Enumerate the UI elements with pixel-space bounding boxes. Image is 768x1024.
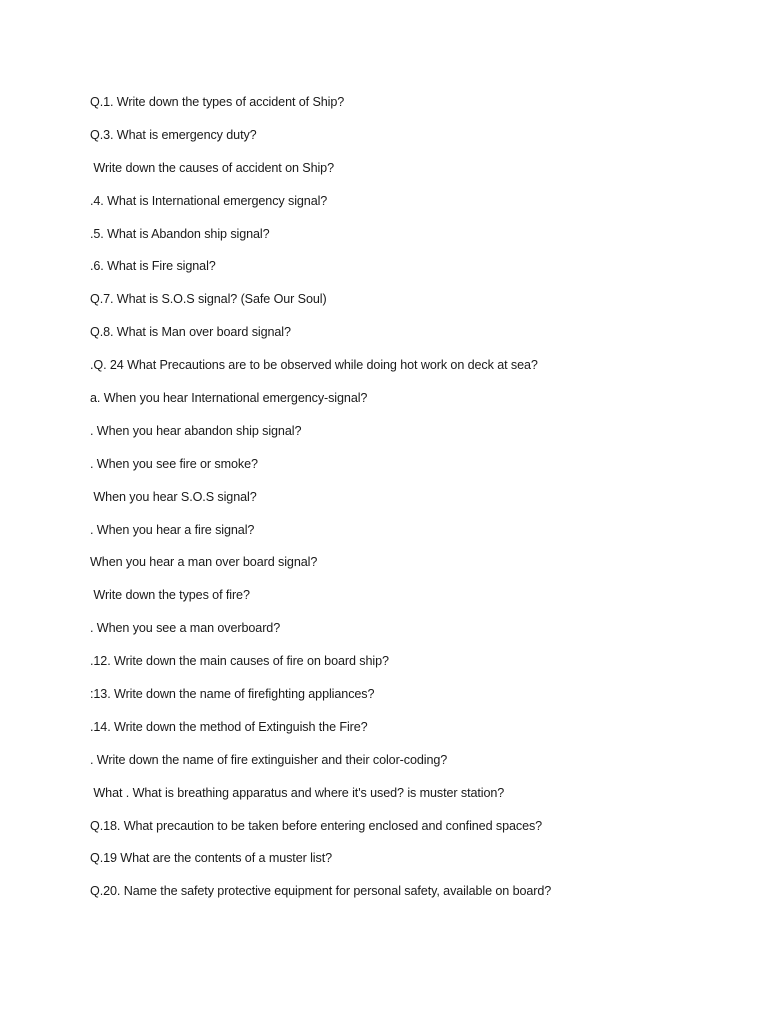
question-line: Q.20. Name the safety protective equipment for personal safety, available on board? bbox=[90, 884, 552, 899]
question-line: . When you hear abandon ship signal? bbox=[90, 423, 302, 438]
question-line: Q.1. Write down the types of accident of Ship? bbox=[90, 95, 345, 109]
question-line: .6. What is Fire signal? bbox=[90, 259, 216, 274]
question-line: Q.19 What are the contents of a muster list? bbox=[90, 851, 332, 866]
question-line: .5. What is Abandon ship signal? bbox=[90, 226, 270, 241]
question-list bbox=[90, 93, 730, 915]
question-line: . When you hear a fire signal? bbox=[90, 522, 255, 537]
question-line: . When you see a man overboard? bbox=[90, 621, 281, 636]
question-line: .4. What is International emergency signal? bbox=[90, 193, 328, 208]
question-line: a. When you hear International emergency-signal? bbox=[90, 391, 368, 406]
question-line: Write down the types of fire? bbox=[90, 588, 250, 603]
question-line: Q.8. What is Man over board signal? bbox=[90, 325, 291, 340]
question-line: What . What is breathing apparatus and where it's used? is muster station? bbox=[90, 785, 505, 800]
question-line: .12. Write down the main causes of fire on board ship? bbox=[90, 654, 389, 669]
question-line: :13. Write down the name of firefighting appliances? bbox=[90, 687, 375, 702]
question-line: . Write down the name of fire extinguisher and their color-coding? bbox=[90, 752, 448, 767]
question-line: Q.3. What is emergency duty? bbox=[90, 127, 257, 142]
question-line: Q.18. What precaution to be taken before entering enclosed and confined spaces? bbox=[90, 818, 543, 833]
question-line: When you hear a man over board signal? bbox=[90, 555, 318, 570]
question-line: Write down the causes of accident on Ship? bbox=[90, 160, 334, 175]
question-line: .14. Write down the method of Extinguish the Fire? bbox=[90, 719, 368, 734]
question-line: . When you see fire or smoke? bbox=[90, 456, 258, 471]
question-line: When you hear S.O.S signal? bbox=[90, 489, 257, 504]
question-line: .Q. 24 What Precautions are to be observed while doing hot work on deck at sea? bbox=[90, 358, 538, 373]
question-line: Q.7. What is S.O.S signal? (Safe Our Soul) bbox=[90, 292, 327, 307]
